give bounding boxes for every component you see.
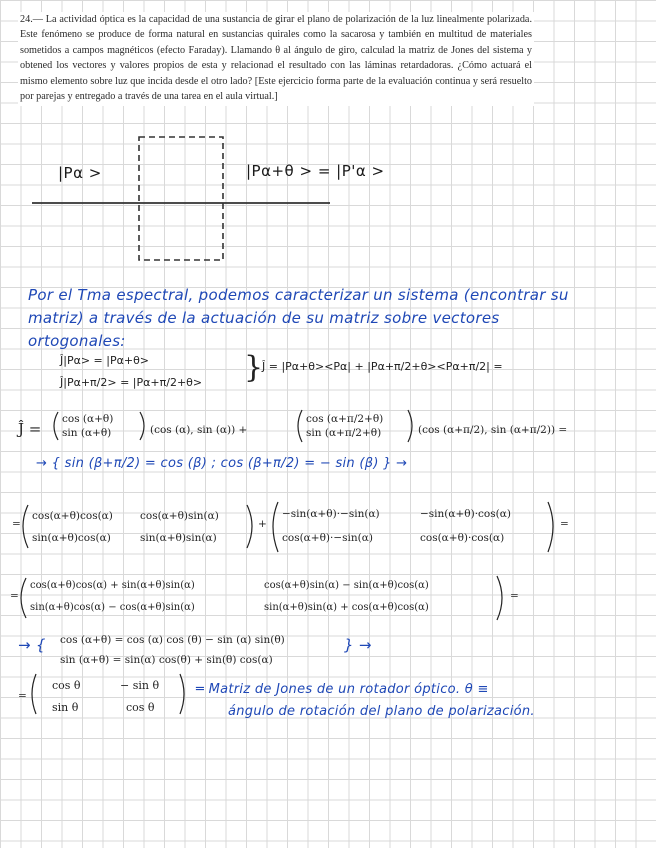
paren-m3-left <box>21 578 26 618</box>
m3-r2c1: sin(α+θ)cos(α) − cos(α+θ)sin(α) <box>30 602 195 613</box>
m3-r2c2: sin(α+θ)sin(α) + cos(α+θ)cos(α) <box>264 602 429 613</box>
final-r1c2: − sin θ <box>120 679 160 692</box>
final-note-1-text: Matriz de Jones de un rotador óptico. θ ≡ <box>208 682 489 697</box>
row-vector-1: (cos (α), sin (α)) + <box>150 424 248 436</box>
m2-r1c2: −sin(α+θ)·cos(α) <box>420 508 511 520</box>
final-r2c2: cos θ <box>126 701 155 714</box>
row-vector-2: (cos (α+π/2), sin (α+π/2)) = <box>418 424 568 436</box>
paren-vec2-left <box>298 410 302 442</box>
output-ket-label: |Pα+θ > = |P'α > <box>246 162 385 180</box>
paren-final-left <box>32 674 36 714</box>
m3-r1c2: cos(α+θ)sin(α) − sin(α+θ)cos(α) <box>264 580 429 591</box>
m2-r1c1: −sin(α+θ)·−sin(α) <box>282 508 380 520</box>
input-ket-label: |Pα > <box>58 164 102 182</box>
equals-m3: = <box>10 590 19 602</box>
problem-statement: 24.— La actividad óptica es la capacidad de una sustancia de girar el plano de polarización de la luz linealmente polarizada. Este fenómeno se produce de forma natural en sustancias quirales como la sacarosa y también en multitud de materiales sometidos a campos magnéticos (efecto Faraday). Llamando θ al ángulo de giro, calculad la matriz de Jones del sistema y obtened los vectores y valores propios de esta y relacionad el resultado con las láminas retardadoras. ¿Cómo actuará el mismo elemento sobre luz que incida desde el otro lado? [Este ejercicio forma parte de la evaluación continua y será resuelto por parejas y entregado a través de una tarea en el aula virtual.] <box>18 12 534 106</box>
intro-line-2: matriz) a través de la actuación de su matriz sobre vectores <box>28 309 500 327</box>
vector2-bottom: sin (α+π/2+θ) <box>306 427 382 439</box>
paren-vec1-left <box>54 412 58 440</box>
paren-m1-right <box>247 505 252 548</box>
m1-r1c2: cos(α+θ)sin(α) <box>140 510 219 522</box>
final-note-1: ═ Matriz de Jones de un rotador óptico. θ ≡ <box>196 682 489 697</box>
equals-m3-right: = <box>510 590 519 602</box>
paren-final-right <box>180 674 184 714</box>
paren-m1-left <box>23 505 28 548</box>
action-line-1: Ĵ|Pα> = |Pα+θ> <box>60 354 150 367</box>
action-brace: } <box>244 350 264 385</box>
vector2-top: cos (α+π/2+θ) <box>306 413 384 425</box>
paren-m3-right <box>497 576 502 620</box>
final-note-2: ángulo de rotación del plano de polarización. <box>228 704 535 719</box>
paren-vec2-right <box>408 410 412 442</box>
m1-r2c2: sin(α+θ)sin(α) <box>140 532 217 544</box>
equals-m2: = <box>560 518 569 530</box>
trig-arrow-left: → { <box>18 636 46 654</box>
trig-arrow-right: } → <box>344 636 372 654</box>
identities-line: → { sin (β+π/2) = cos (β) ; cos (β+π/2) = − sin (β) } → <box>36 456 408 471</box>
intro-line-1: Por el Tma espectral, podemos caracterizar un sistema (encontrar su <box>28 286 569 304</box>
m1-r1c1: cos(α+θ)cos(α) <box>32 510 113 522</box>
optical-element-box <box>139 137 223 260</box>
trig-identity-2: sin (α+θ) = sin(α) cos(θ) + sin(θ) cos(α) <box>60 654 273 666</box>
plus-sign: + <box>258 518 267 530</box>
j-expansion-label: Ĵ = <box>18 420 42 438</box>
m3-r1c1: cos(α+θ)cos(α) + sin(α+θ)sin(α) <box>30 580 195 591</box>
vector1-top: cos (α+θ) <box>62 413 114 425</box>
final-r2c1: sin θ <box>52 701 79 714</box>
m1-r2c1: sin(α+θ)cos(α) <box>32 532 111 544</box>
paren-m2-right <box>548 502 553 552</box>
m2-r2c2: cos(α+θ)·cos(α) <box>420 532 505 544</box>
final-r1c1: cos θ <box>52 679 81 692</box>
equals-m1: = <box>12 518 21 530</box>
vector1-bottom: sin (α+θ) <box>62 427 112 439</box>
paren-m2-left <box>273 502 278 552</box>
action-line-2: Ĵ|Pα+π/2> = |Pα+π/2+θ> <box>60 376 203 389</box>
trig-identity-1: cos (α+θ) = cos (α) cos (θ) − sin (α) sin(θ) <box>60 634 285 646</box>
equals-final: = <box>18 690 27 702</box>
paren-vec1-right <box>140 412 144 440</box>
m2-r2c1: cos(α+θ)·−sin(α) <box>282 532 373 544</box>
j-definition: Ĵ = |Pα+θ><Pα| + |Pα+π/2+θ><Pα+π/2| = <box>262 360 503 373</box>
intro-line-3: ortogonales: <box>28 332 126 350</box>
